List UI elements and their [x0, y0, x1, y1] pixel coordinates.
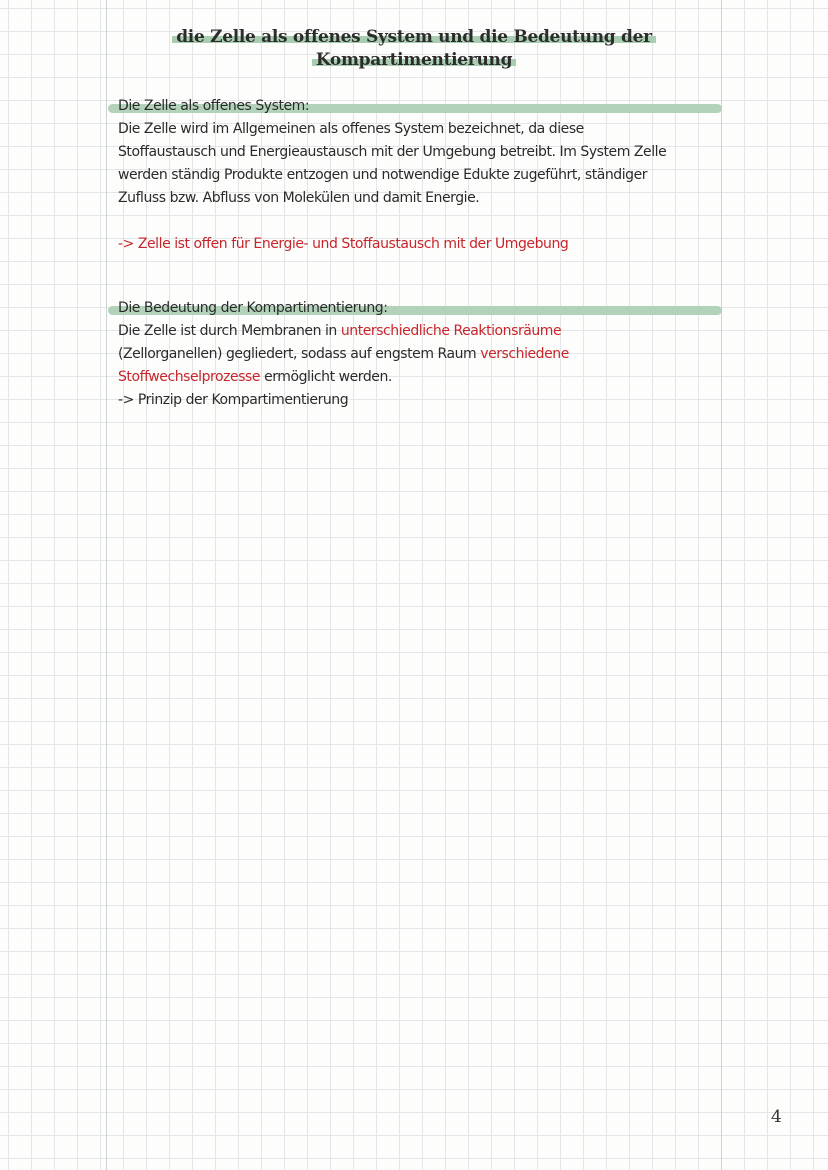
emphasis-text: unterschiedliche Reaktionsräume [340, 323, 562, 339]
body-line: Die Zelle wird im Allgemeinen als offenes System bezeichnet, da diese [118, 121, 584, 137]
section-heading-text: Die Bedeutung der Kompartimentierung: [118, 300, 388, 316]
conclusion-line: -> Zelle ist offen für Energie- und Stoffaustausch mit der Umgebung [118, 236, 569, 252]
body-line [118, 366, 716, 389]
title-line-2: Kompartimentierung [312, 50, 516, 70]
body-line [118, 320, 716, 343]
body-text: ermöglicht werden. [260, 369, 392, 385]
emphasis-text: Stoffwechselprozesse [118, 369, 261, 385]
section-open-system [118, 95, 716, 256]
left-margin-line [106, 0, 107, 1170]
body-line: Stoffaustausch und Energieaustausch mit der Umgebung betreibt. Im System Zelle [118, 144, 667, 160]
emphasis-text: verschiedene [480, 346, 569, 362]
title-line-1: die Zelle als offenes System und die Bedeutung der [172, 27, 656, 47]
page-number: 4 [771, 1107, 782, 1127]
conclusion-line: -> Prinzip der Kompartimentierung [118, 392, 349, 408]
right-margin-line [721, 0, 722, 1170]
section-heading [118, 95, 716, 118]
body-text: (Zellorganellen) gegliedert, sodass auf engstem Raum [118, 346, 481, 362]
page-title [120, 26, 708, 72]
body-line: werden ständig Produkte entzogen und notwendige Edukte zugeführt, ständiger [118, 167, 648, 183]
section-heading-text: Die Zelle als offenes System: [118, 98, 310, 114]
section-heading [118, 297, 716, 320]
section-compartmentalization [118, 297, 716, 412]
body-line [118, 343, 716, 366]
body-text: Die Zelle ist durch Membranen in [118, 323, 341, 339]
body-line: Zufluss bzw. Abfluss von Molekülen und damit Energie. [118, 190, 480, 206]
